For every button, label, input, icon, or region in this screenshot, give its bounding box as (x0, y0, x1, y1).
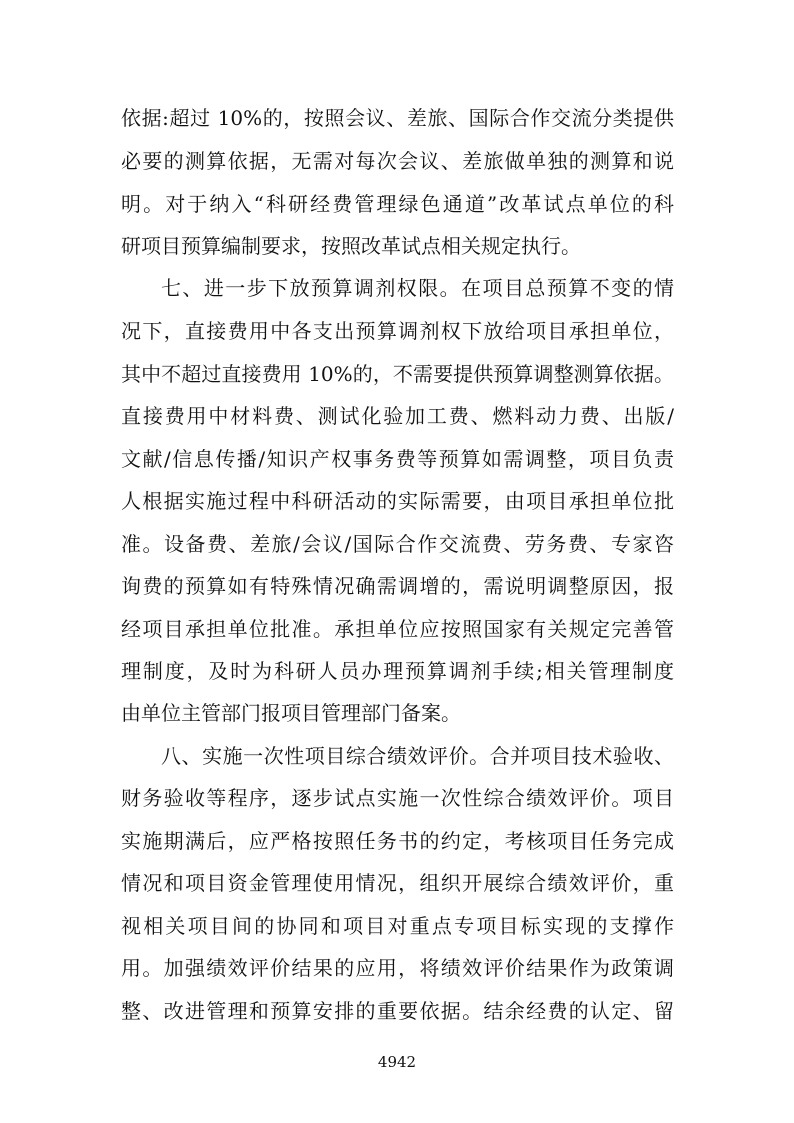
paragraph-1-line-4: 研项目预算编制要求，按照改革试点相关规定执行。 (121, 234, 581, 258)
paragraph-2-line-8: 询费的预算如有特殊情况确需调增的，需说明调整原因，报 (121, 574, 674, 598)
paragraph-2-line-9: 经项目承担单位批准。承担单位应按照国家有关规定完善管 (121, 617, 674, 641)
paragraph-2-line-11: 由单位主管部门报项目管理部门备案。 (121, 701, 461, 725)
paragraph-3-line-5: 视相关项目间的协同和项目对重点专项目标实现的支撑作 (121, 914, 674, 938)
paragraph-2-line-2: 况下，直接费用中各支出预算调剂权下放给项目承担单位， (121, 319, 674, 343)
paragraph-3-line-7: 整、改进管理和预算安排的重要依据。结余经费的认定、留 (121, 999, 674, 1023)
paragraph-2-line-1: 七、进一步下放预算调剂权限。在项目总预算不变的情 (161, 276, 674, 300)
paragraph-3-line-3: 实施期满后，应严格按照任务书的约定，考核项目任务完成 (121, 829, 674, 853)
paragraph-2-line-3: 其中不超过直接费用 10%的，不需要提供预算调整测算依据。 (121, 362, 674, 386)
paragraph-2-line-10: 理制度，及时为科研人员办理预算调剂手续;相关管理制度 (121, 659, 674, 683)
paragraph-3-line-6: 用。加强绩效评价结果的应用，将绩效评价结果作为政策调 (121, 956, 674, 980)
paragraph-1-line-1: 依据:超过 10%的，按照会议、差旅、国际合作交流分类提供 (121, 106, 674, 130)
paragraph-2-line-4: 直接费用中材料费、测试化验加工费、燃料动力费、出版/ (121, 404, 674, 428)
paragraph-2-line-7: 准。设备费、差旅/会议/国际合作交流费、劳务费、专家咨 (121, 532, 674, 556)
page-number: 4942 (377, 1053, 417, 1071)
paragraph-1-line-3: 明。对于纳入“科研经费管理绿色通道”改革试点单位的科 (121, 192, 674, 216)
paragraph-1-line-2: 必要的测算依据，无需对每次会议、差旅做单独的测算和说 (121, 149, 674, 173)
paragraph-2-line-5: 文献/信息传播/知识产权事务费等预算如需调整，项目负责 (121, 447, 674, 471)
paragraph-3-line-4: 情况和项目资金管理使用情况，组织开展综合绩效评价，重 (121, 871, 674, 895)
paragraph-2-line-6: 人根据实施过程中科研活动的实际需要，由项目承担单位批 (121, 489, 674, 513)
paragraph-3-line-2: 财务验收等程序，逐步试点实施一次性综合绩效评价。项目 (121, 786, 674, 810)
paragraph-3-line-1: 八、实施一次性项目综合绩效评价。合并项目技术验收、 (161, 744, 674, 768)
